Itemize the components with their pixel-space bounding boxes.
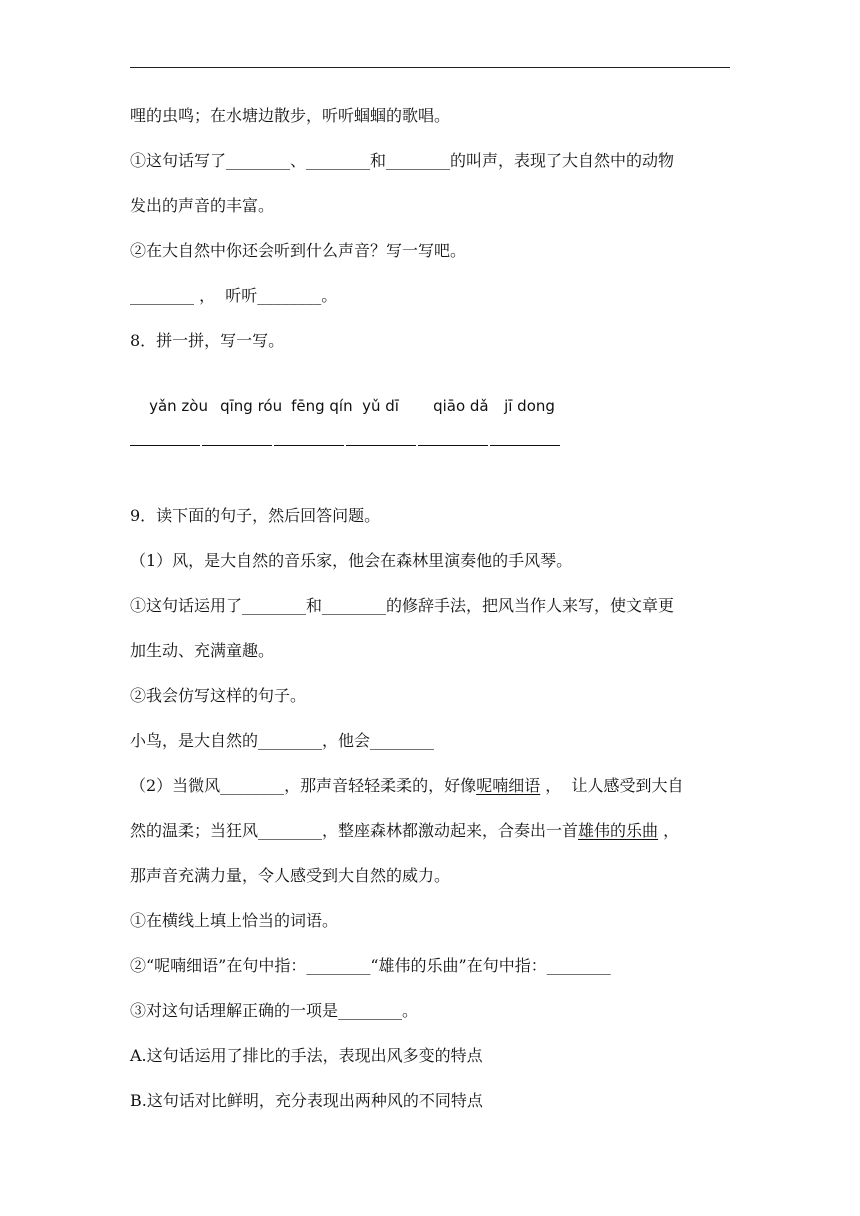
answer-blanks (130, 425, 562, 445)
pinyin-word: fēng qín (291, 397, 353, 415)
answer-blank[interactable] (490, 425, 560, 446)
answer-blank[interactable] (418, 425, 488, 446)
q9-part2-q2: ②“呢喃细语”在句中指：________“雄伟的乐曲”在句中指：________ (130, 956, 611, 975)
q7-sub1-line2: 发出的声音的丰富。 (130, 196, 275, 215)
answer-blank[interactable] (346, 425, 416, 446)
q7-sub2-answer: ________ ， 听听________。 (130, 286, 338, 305)
q9-part2-line3: 那声音充满力量，令人感受到大自然的威力。 (130, 866, 451, 885)
option-a[interactable]: A.这句话运用了排比的手法，表现出风多变的特点 (130, 1046, 483, 1065)
text-segment: ， (658, 821, 680, 840)
q9-part2-q1: ①在横线上填上恰当的词语。 (130, 911, 339, 930)
underlined-phrase: 呢喃细语 (476, 776, 541, 795)
q7-sub2: ②在大自然中你还会听到什么声音？写一写吧。 (130, 241, 467, 260)
q9-title: 9．读下面的句子，然后回答问题。 (130, 506, 381, 525)
header-rule (130, 67, 730, 68)
q9-part1-q2: ②我会仿写这样的句子。 (130, 686, 307, 705)
pinyin-word: qīng róu (220, 397, 283, 415)
option-b[interactable]: B.这句话对比鲜明，充分表现出两种风的不同特点 (130, 1091, 483, 1110)
text-segment: 然的温柔；当狂风________，整座森林都激动起来，合奏出一首 (130, 821, 579, 840)
q7-sub1-line1: ①这句话写了________、________和________的叫声，表现了大自然中的动物 (130, 151, 675, 170)
underlined-phrase: 雄伟的乐曲 (578, 821, 659, 840)
q9-part2-line1 (130, 776, 683, 796)
answer-blank[interactable] (274, 425, 344, 446)
text-segment: （2）当微风________，那声音轻轻柔柔的，好像 (130, 776, 477, 795)
pinyin-word: yǎn zòu (149, 397, 208, 415)
pinyin-word: qiāo dǎ (433, 397, 489, 415)
q8-title: 8．拼一拼，写一写。 (130, 331, 285, 350)
q9-part1: （1）风，是大自然的音乐家，他会在森林里演奏他的手风琴。 (130, 551, 573, 570)
answer-blank[interactable] (202, 425, 272, 446)
q9-part1-imitation: 小鸟，是大自然的________，他会________ (130, 731, 435, 750)
q9-part2-q3: ③对这句话理解正确的一项是________。 (130, 1001, 419, 1020)
q9-part2-line2 (130, 821, 679, 841)
pinyin-word: yǔ dī (362, 397, 399, 415)
answer-blank[interactable] (130, 425, 200, 446)
q9-part1-q1-line1: ①这句话运用了________和________的修辞手法，把风当作人来写，使文章更 (130, 596, 675, 615)
line-continuation: 哩的虫鸣；在水塘边散步，听听蝈蝈的歌唱。 (130, 106, 451, 125)
text-segment: ， 让人感受到大自 (540, 776, 684, 795)
pinyin-word: jī dong (504, 397, 555, 415)
q9-part1-q1-line2: 加生动、充满童趣。 (130, 641, 275, 660)
